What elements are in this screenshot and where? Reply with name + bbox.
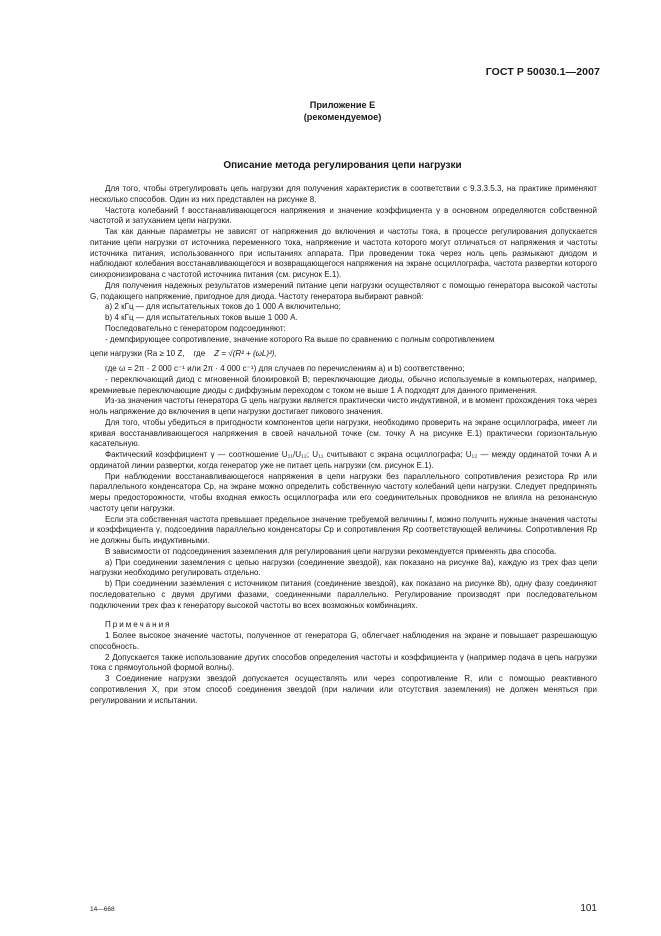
paragraph: Последовательно с генератором подсоединяют: [105,323,286,333]
note-item: 2 Допускается также использование других способов определения частоты и коэффициента γ (например подача в цепь нагрузки тока с прямоугольной формой волны). [90,652,597,673]
formula-prefix: цепи нагрузки (Ra ≥ 10 Z, [90,349,185,359]
section-title: Описание метода регулирования цепи нагрузки [223,160,462,171]
paragraph: - переключающий диод с мгновенной блокировкой B; переключающие диоды, обычно используемые в компьютерах, например, кремниевые переключающие диоды с диффузным переходом с током не выше 1 А подходят для данного применения. [90,374,597,395]
paragraph: b) При соединении заземления с источником питания (соединение звездой), как показано на рисунке 8b), одну фазу соединяют последовательно с двумя другими фазами, соединенными параллельно. Регулирование производят при последовательном подключении трех фаз к генератору высокой частоты во всех возможных комбинациях. [90,579,597,610]
paragraph: Для того, чтобы отрегулировать цепь нагрузки для получения характеристик в соответствии с 9.3.3.5.3, на практике применяют несколько способов. Один из них представлен на рисунке 8. [90,184,597,204]
note-item: 3 Соединение нагрузки звездой допускается осуществлять или через сопротивление R, или с помощью реактивного сопротивления X, при этом способ соединения звездой (при наличии или отсутствия заземления) не должен меняться при регулировании и испытании. [90,674,597,705]
list-item: а) 2 кГц — для испытательных токов до 1 000 А включительно; [105,302,341,312]
list-item: b) 4 кГц — для испытательных токов выше 1 000 А. [105,313,298,322]
paragraph: Если эта собственная частота превышает предельное значение требуемой величины f, можно получить нужные значения частоты и коэффициента γ, подсоединив параллельно конденсаторы Cp и сопротивления Rp соответствующей величины. Сопротивления Rp не должны быть индуктивными. [90,514,597,545]
paragraph: Частота колебаний f восстанавливающегося напряжения и значение коэффициента γ в основном определяются собственной частотой и затуханием цепи нагрузки. [90,205,597,226]
formula-line [90,349,597,360]
paragraph: При наблюдении восстанавливающегося напряжения в цепи нагрузки без параллельного сопротивления резистора Rp или параллельного конденсатора Cp, на экране можно определить собственную частоту колебаний цепи нагрузки. Следует предпринять меры предосторожности, чтобы входная емкость осциллографа или его соединительных проводников не влияла на резонансную частоту цепи нагрузки. [90,471,597,513]
print-mark: 14—668 [90,906,115,913]
paragraph: Фактический коэффициент γ — соотношение U₁₁/U₁₂; U₁₁ считывают с экрана осциллографа; U₁₂ — между ординатой точки A и ординатой линии развертки, когда генератор уже не питает цепь нагрузки (см. рисунок Е.1). [90,450,597,470]
notes-heading: Примечания [105,620,172,630]
document-body [90,184,597,706]
page-number: 101 [580,903,597,914]
paragraph: Так как данные параметры не зависят от напряжения до включения и частоты тока, в процессе регулирования допускается питание цепи нагрузки от источника переменного тока, напряжение и частота которого могут отличаться от напряжения и частоты источника питания, использованного при испытаниях аппарата. При проведении тока через ноль цепь размыкают диодом и наблюдают колебания восстанавливающегося и возвращающегося напряжения на экране осциллографа, частота развертки которого синхронизирована с частотой источника питания (см. рисунок Е.1). [90,227,597,279]
paragraph: - демпфирующее сопротивление, значение которого Ra выше по сравнению с полным сопротивлением [105,334,495,344]
appendix-heading [90,100,595,123]
paragraph: Для того, чтобы убедиться в пригодности компонентов цепи нагрузки, необходимо проверить на экране осциллографа, имеет ли кривая восстанавливающегося напряжения в своей начальной точке (см. точку А на рисунке Е.1) практически горизонтальную касательную. [90,417,597,449]
document-standard-header: ГОСТ Р 50030.1—2007 [485,66,600,78]
omega-definition: где ω = 2π · 2 000 с⁻¹ или 2π · 4 000 с⁻¹) для случаев по перечислениям а) и b) соответственно; [105,364,465,373]
appendix-status: (рекомендуемое) [303,111,382,122]
paragraph: Из-за значения частоты генератора G цепь нагрузки является практически чисто индуктивной, и в момент прохождения тока через ноль напряжение до включения в цепи нагрузки достигает пикового значения. [90,396,597,416]
formula-where: где [193,349,206,359]
appendix-label: Приложение Е [309,100,376,110]
paragraph: В зависимости от подсоединения заземления для регулирования цепи нагрузки рекомендуется применять два способа. [105,546,557,556]
impedance-formula: Z = √(R² + (ωL)²), [214,349,277,359]
note-item: 1 Более высокое значение частоты, полученное от генератора G, облегчает наблюдения на экране и повышает разрешающую способность. [90,631,597,651]
paragraph: Для получения надежных результатов измерений питание цепи нагрузки осуществляют с помощью генератора высокой частоты G, подающего напряжение, пригодное для диода. Частоту генератора выбирают равной: [90,280,597,301]
paragraph: а) При соединении заземления с цепью нагрузки (соединение звездой), как показано на рисунке 8а), каждую из трех фаз цепи нагрузки необходимо регулировать отдельно. [90,557,597,578]
